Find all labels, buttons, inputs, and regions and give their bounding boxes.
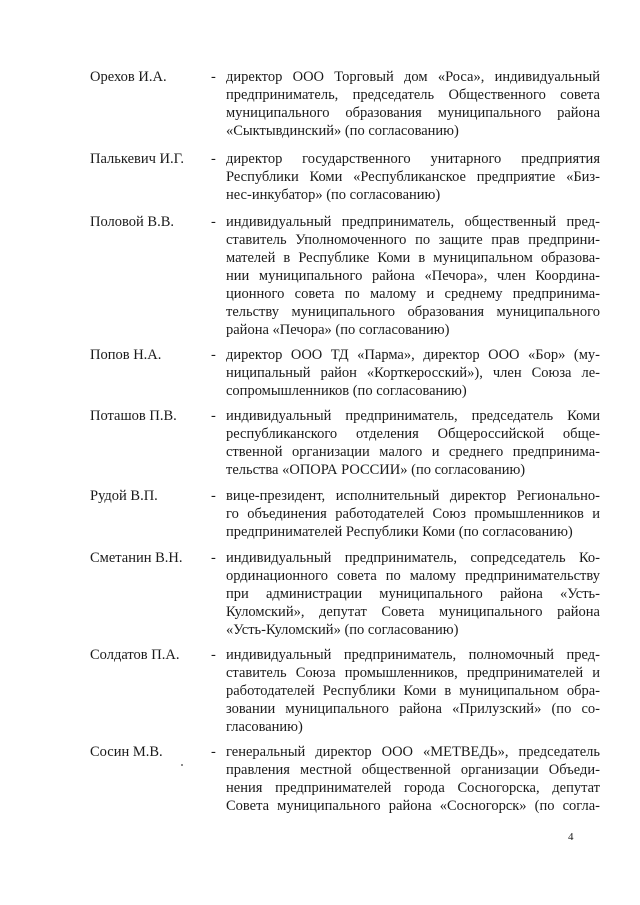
- description-line: правления местной общественной организации Объеди-: [226, 762, 600, 778]
- person-description: [226, 68, 600, 140]
- person-name: Поташов П.В.: [90, 408, 177, 424]
- description-line: индивидуальный предприниматель, общественный пред-: [226, 214, 600, 230]
- description-line: предпринимателей Республики Коми (по согласованию): [226, 524, 573, 540]
- description-line: Куломский», депутат Совета муниципального района: [226, 604, 600, 620]
- description-line: ставитель Уполномоченного по защите прав предприни-: [226, 232, 600, 248]
- description-line: индивидуальный предприниматель, полномочный пред-: [226, 647, 600, 663]
- dash-separator: -: [211, 408, 216, 424]
- description-line: работодателей Республики Коми в муниципальном обра-: [226, 683, 600, 699]
- person-description: [226, 646, 600, 736]
- description-line: индивидуальный предприниматель, сопредседатель Ко-: [226, 550, 600, 566]
- description-line: при администрации муниципального района «Усть-: [226, 586, 600, 602]
- description-line: директор ООО Торговый дом «Роса», индивидуальный: [226, 69, 600, 85]
- description-line: ниципальный район «Корткеросский»), член Союза ле-: [226, 365, 600, 381]
- description-line: предприниматель, председатель Общественного совета: [226, 87, 600, 103]
- person-description: [226, 743, 600, 815]
- person-name: Орехов И.А.: [90, 69, 167, 85]
- description-line: Республики Коми «Республиканское предприятие «Биз-: [226, 169, 600, 185]
- person-description: [226, 150, 600, 204]
- description-line: мателей в Республике Коми в муниципальном образова-: [226, 250, 600, 266]
- person-description: [226, 346, 600, 400]
- dash-separator: -: [211, 347, 216, 363]
- person-name: Сметанин В.Н.: [90, 550, 183, 566]
- dash-separator: -: [211, 550, 216, 566]
- description-line: «Сыктывдинский» (по согласованию): [226, 123, 459, 139]
- description-line: ординационного совета по малому предпринимательству: [226, 568, 600, 584]
- description-line: вице-президент, исполнительный директор Регионально-: [226, 488, 600, 504]
- description-line: тельства «ОПОРА РОССИИ» (по согласованию): [226, 462, 526, 478]
- dash-separator: -: [211, 744, 216, 760]
- description-line: нии муниципального района «Печора», член Координа-: [226, 268, 600, 284]
- dash-separator: -: [211, 647, 216, 663]
- description-line: тельству муниципального образования муниципального: [226, 304, 600, 320]
- description-line: директор ООО ТД «Парма», директор ООО «Бор» (му-: [226, 347, 600, 363]
- description-line: сопромышленников (по согласованию): [226, 383, 467, 399]
- description-line: муниципального образования муниципального района: [226, 105, 600, 121]
- dash-separator: -: [211, 69, 216, 85]
- person-description: [226, 213, 600, 339]
- person-description: [226, 407, 600, 479]
- description-line: го объединения работодателей Союз промышленников и: [226, 506, 600, 522]
- description-line: директор государственного унитарного предприятия: [226, 151, 600, 167]
- person-name: Сосин М.В.: [90, 744, 163, 760]
- person-description: [226, 487, 600, 541]
- description-line: гласованию): [226, 719, 303, 735]
- description-line: нения предпринимателей города Сосногорска, депутат: [226, 780, 600, 796]
- description-line: ционного совета по малому и среднему предпринима-: [226, 286, 600, 302]
- page-number: 4: [568, 831, 574, 843]
- person-name: Рудой В.П.: [90, 488, 158, 504]
- description-line: Совета муниципального района «Сосногорск» (по согла-: [226, 798, 600, 814]
- description-line: республиканского отделения Общероссийской обще-: [226, 426, 600, 442]
- description-line: ставитель Союза промышленников, предпринимателей и: [226, 665, 600, 681]
- description-line: «Усть-Куломский» (по согласованию): [226, 622, 459, 638]
- description-line: индивидуальный предприниматель, председатель Коми: [226, 408, 600, 424]
- description-line: генеральный директор ООО «МЕТВЕДЬ», председатель: [226, 744, 600, 760]
- scan-speck: [181, 764, 183, 766]
- description-line: зовании муниципального района «Прилузский» (по со-: [226, 701, 600, 717]
- description-line: ственной организации малого и среднего предпринима-: [226, 444, 600, 460]
- person-description: [226, 549, 600, 639]
- description-line: нес-инкубатор» (по согласованию): [226, 187, 441, 203]
- dash-separator: -: [211, 488, 216, 504]
- dash-separator: -: [211, 214, 216, 230]
- dash-separator: -: [211, 151, 216, 167]
- person-name: Палькевич И.Г.: [90, 151, 184, 167]
- person-name: Половой В.В.: [90, 214, 174, 230]
- description-line: района «Печора» (по согласованию): [226, 322, 450, 338]
- person-name: Попов Н.А.: [90, 347, 162, 363]
- person-name: Солдатов П.А.: [90, 647, 180, 663]
